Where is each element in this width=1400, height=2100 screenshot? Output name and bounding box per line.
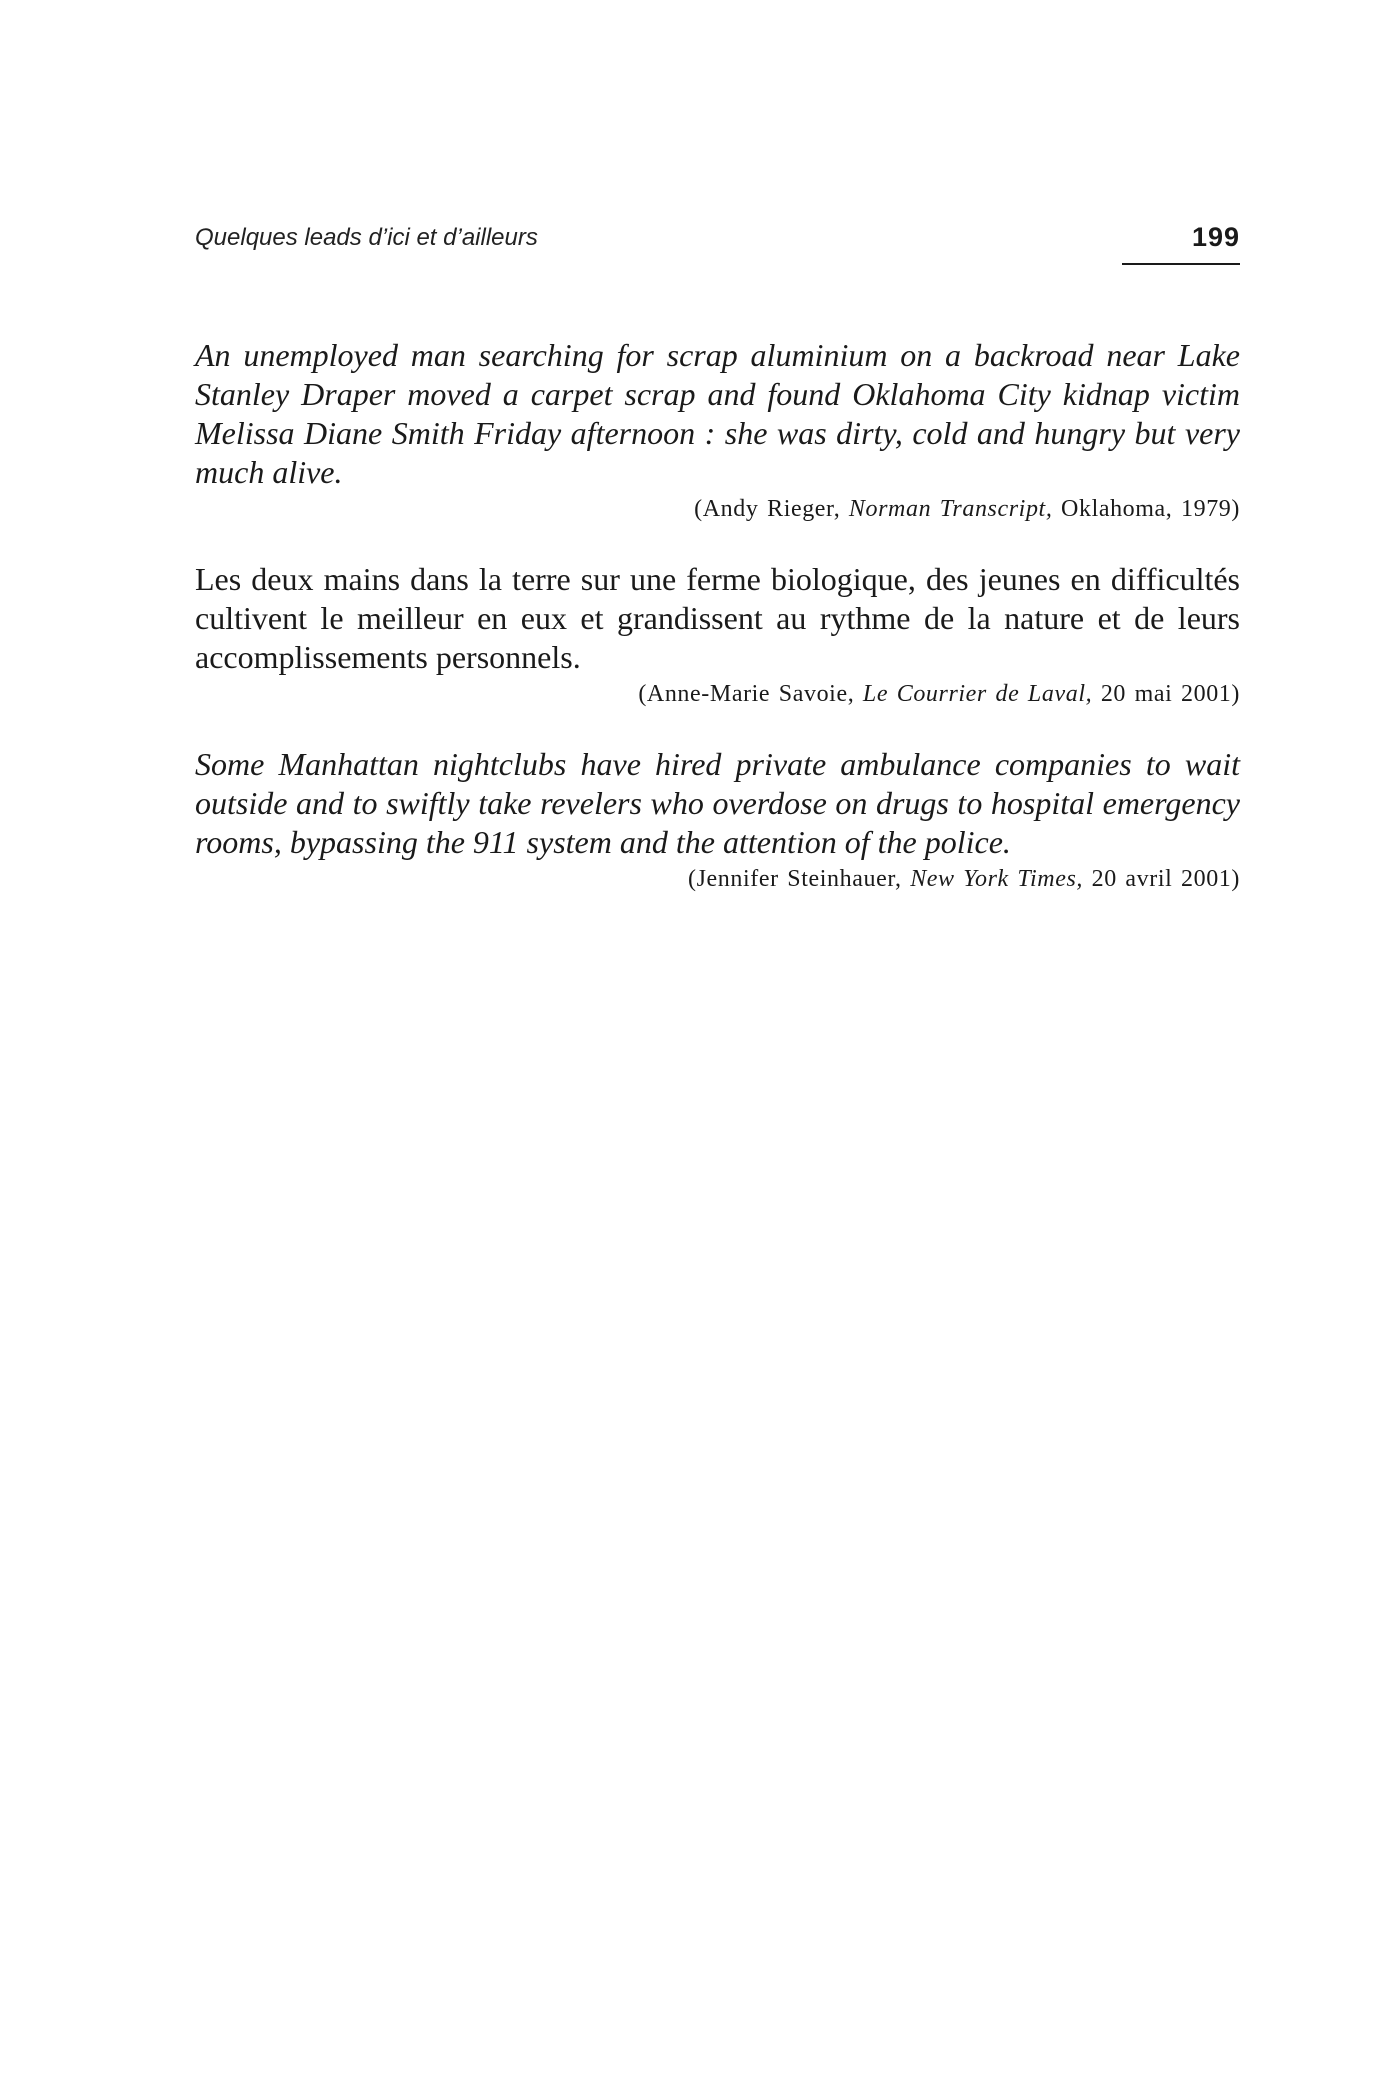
source-details: Oklahoma, 1979): [1061, 496, 1240, 522]
page-number-rule: [1122, 263, 1240, 265]
lead-example-2: [195, 560, 1240, 709]
lead-example-1: [195, 336, 1240, 524]
lead-text: An unemployed man searching for scrap aluminium on a backroad near Lake Stanley Draper moved a carpet scrap and found Oklahoma City kidnap victim Melissa Diane Smith Friday afternoon : she was dirty, cold and hungry but very much alive.: [195, 337, 1240, 490]
source-details: 20 mai 2001): [1100, 681, 1240, 707]
source-publication: Le Courrier de Laval,: [862, 681, 1093, 707]
source-publication: Norman Transcript,: [848, 496, 1053, 522]
running-title: Quelques leads d’ici et d’ailleurs: [195, 224, 538, 251]
source-author: (Andy Rieger,: [694, 496, 841, 522]
lead-example-3: [195, 745, 1240, 894]
lead-source: [195, 864, 1240, 894]
lead-text: Some Manhattan nightclubs have hired private ambulance companies to wait outside and to swiftly take revelers who overdose on drugs to hospital emergency rooms, bypassing the 911 system and the attention of the police.: [195, 746, 1240, 860]
lead-source: [195, 679, 1240, 709]
running-header: [195, 224, 1240, 266]
source-author: (Jennifer Steinhauer,: [688, 866, 902, 892]
source-publication: New York Times,: [910, 866, 1084, 892]
lead-source: [195, 494, 1240, 524]
page-number: 199: [1191, 222, 1240, 252]
source-author: (Anne-Marie Savoie,: [638, 681, 855, 707]
source-details: 20 avril 2001): [1091, 866, 1240, 892]
page-body: [195, 336, 1240, 930]
lead-text: Les deux mains dans la terre sur une ferme biologique, des jeunes en difficultés cultivent le meilleur en eux et grandissent au rythme de la nature et de leurs accomplissements personnels.: [195, 561, 1240, 675]
